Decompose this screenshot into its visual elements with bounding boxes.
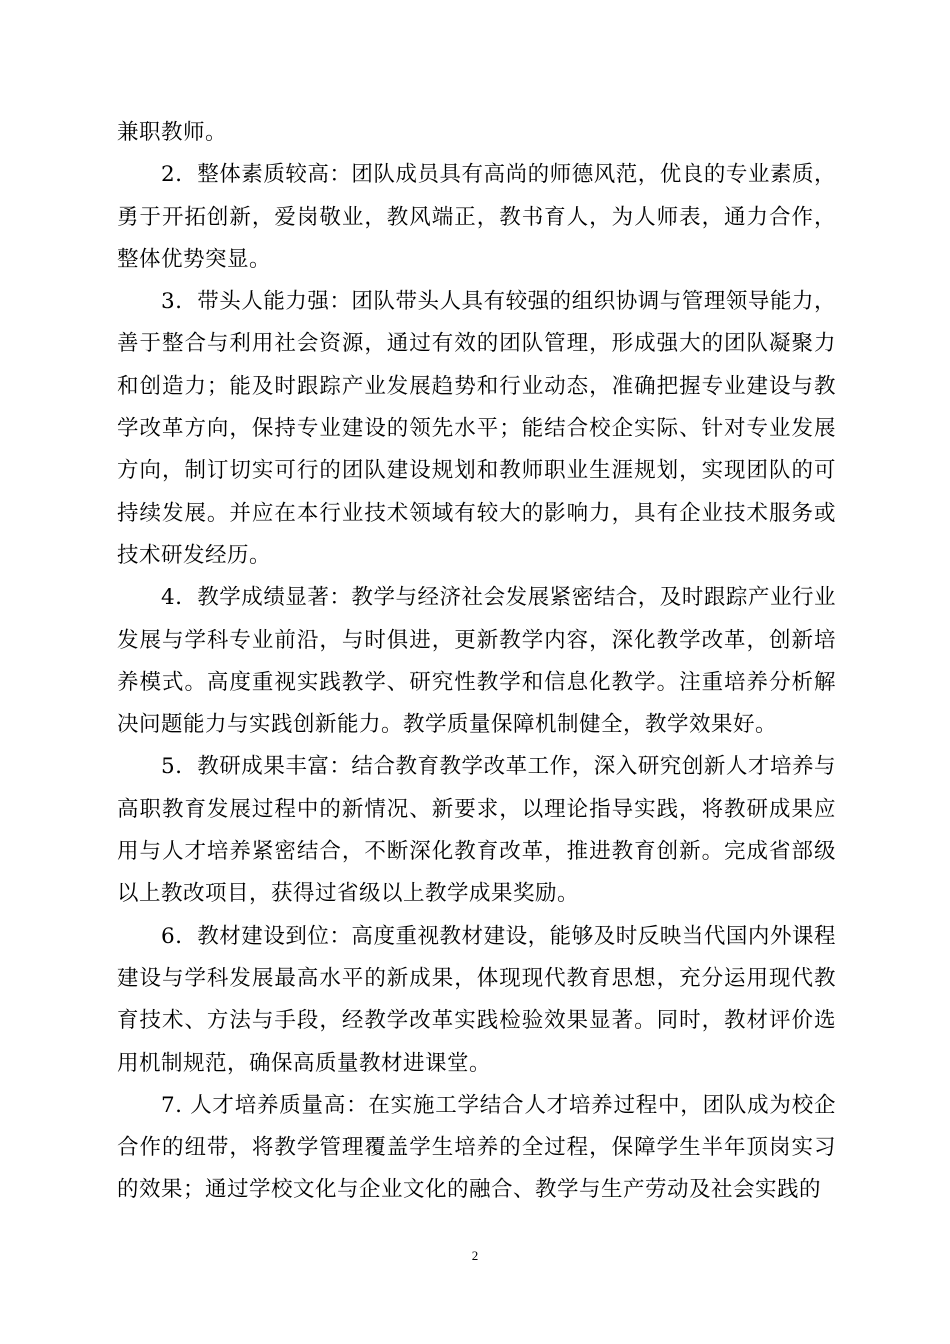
document-body [117, 112, 836, 1212]
paragraph-item-7: 7. 人才培养质量高：在实施工学结合人才培养过程中，团队成为校企合作的纽带，将教学管理覆盖学生培养的全过程，保障学生半年顶岗实习的效果；通过学校文化与企业文化的融合、教学与生产劳动及社会实践的 [117, 1092, 836, 1203]
paragraph-continuation: 兼职教师。 [117, 120, 228, 145]
paragraph-item-6: 6．教材建设到位：高度重视教材建设，能够及时反映当代国内外课程建设与学科发展最高水平的新成果，体现现代教育思想，充分运用现代教育技术、方法与手段，经教学改革实践检验效果显著。同时，教材评价选用机制规范，确保高质量教材进课堂。 [117, 923, 836, 1076]
paragraph-item-2: 2．整体素质较高：团队成员具有高尚的师德风范，优良的专业素质，勇于开拓创新，爱岗敬业，教风端正，教书育人，为人师表，通力合作，整体优势突显。 [117, 162, 836, 272]
paragraph-item-5: 5．教研成果丰富：结合教育教学改革工作，深入研究创新人才培养与高职教育发展过程中的新情况、新要求，以理论指导实践，将教研成果应用与人才培养紧密结合，不断深化教育改革，推进教育创新。完成省部级以上教改项目，获得过省级以上教学成果奖励。 [117, 754, 836, 907]
paragraph-item-3: 3．带头人能力强：团队带头人具有较强的组织协调与管理领导能力，善于整合与利用社会资源，通过有效的团队管理，形成强大的团队凝聚力和创造力；能及时跟踪产业发展趋势和行业动态，准确把握专业建设与教学改革方向，保持专业建设的领先水平；能结合校企实际、针对专业发展方向，制订切实可行的团队建设规划和教师职业生涯规划，实现团队的可持续发展。并应在本行业技术领域有较大的影响力，具有企业技术服务或技术研发经历。 [117, 289, 836, 568]
page-number: 2 [471, 1248, 479, 1263]
paragraph-item-4: 4．教学成绩显著：教学与经济社会发展紧密结合，及时跟踪产业行业发展与学科专业前沿，与时俱进，更新教学内容，深化教学改革，创新培养模式。高度重视实践教学、研究性教学和信息化教学。注重培养分析解决问题能力与实践创新能力。教学质量保障机制健全，教学效果好。 [117, 585, 836, 738]
